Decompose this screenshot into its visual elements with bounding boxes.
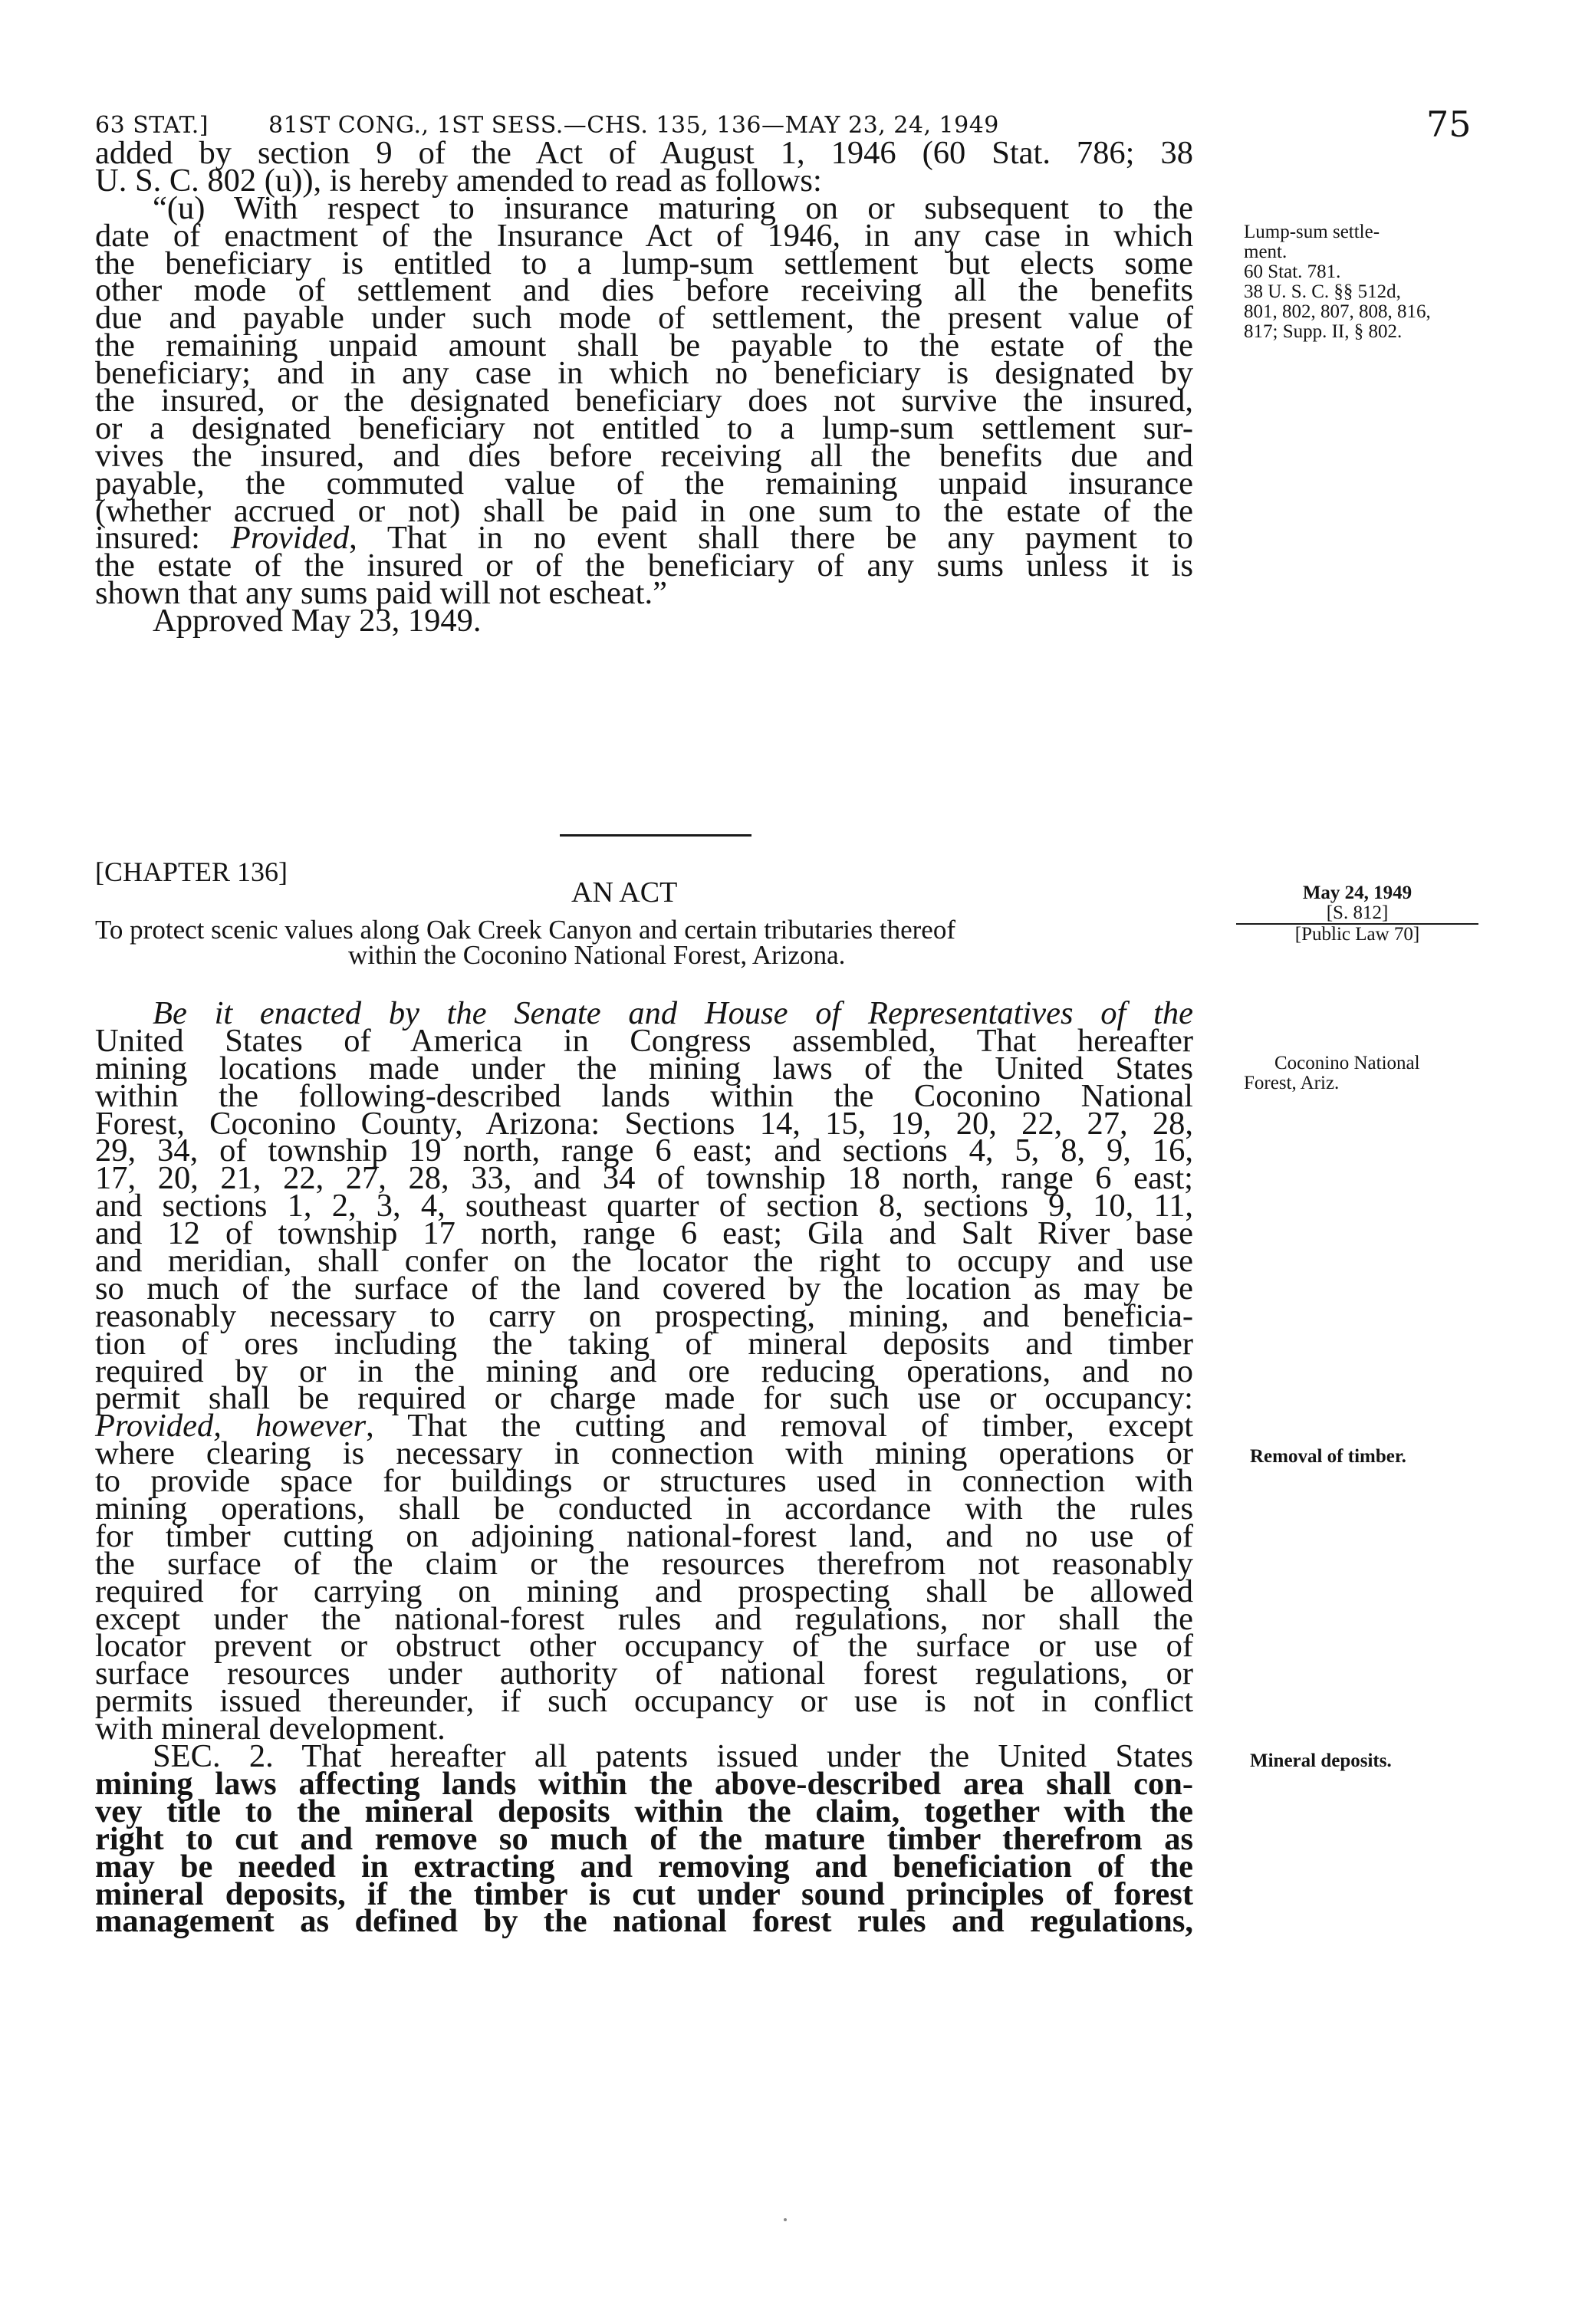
approved-date: Approved May 23, 1949. <box>153 603 482 639</box>
an-act-title: AN ACT <box>571 876 678 909</box>
public-law-number: [Public Law 70] <box>1294 924 1420 945</box>
text-line: mining locations made under the mining laws of the United States <box>95 1050 1193 1086</box>
text-line: mining operations, shall be conducted in accordance with the rules <box>95 1491 1193 1527</box>
page-number: 75 <box>1426 104 1472 145</box>
enactment-date: May 24, 1949 <box>1302 883 1412 903</box>
text-line: vives the insured, and dies before receiving all the benefits due and <box>95 437 1193 474</box>
text-line: 29, 34, of township 19 north, range 6 east; and sections 4, 5, 8, 9, 16, <box>95 1132 1193 1169</box>
text-line: 17, 20, 21, 22, 27, 28, 33, and 34 of township 18 north, range 6 east; <box>95 1160 1193 1197</box>
margin-note: Coconino National <box>1274 1053 1420 1073</box>
text-line: the beneficiary is entitled to a lump-sum settlement but elects some <box>95 245 1193 281</box>
text-line: the remaining unpaid amount shall be payable to the estate of the <box>95 327 1193 364</box>
margin-note: ment. <box>1244 242 1288 262</box>
text-line: vey title to the mineral deposits within the claim, together with the <box>95 1793 1193 1829</box>
margin-notes-135 <box>1244 222 1474 342</box>
text-line: shown that any sums paid will not escheat.” <box>95 575 667 612</box>
session-heading: 81ST CONG., 1ST SESS.—CHS. 135, 136—MAY 23, 24, 1949 <box>268 112 999 139</box>
text-line: for timber cutting on adjoining national-forest land, and no use of <box>95 1517 1193 1554</box>
text-line: permits issued thereunder, if such occupancy or use is not in conflict <box>95 1683 1193 1720</box>
margin-note: 817; Supp. II, § 802. <box>1244 321 1403 342</box>
chapter-heading: [CHAPTER 136] <box>95 856 288 887</box>
text-line: SEC. 2. That hereafter all patents issued under the United States <box>153 1738 1193 1775</box>
purpose-line: To protect scenic values along Oak Creek Canyon and certain tributaries thereof <box>95 915 955 945</box>
text-line: where clearing is necessary in connection with mining operations or <box>95 1435 1193 1472</box>
provided-text: insured: Provided, That in no event shall there be any payment to <box>95 520 1193 557</box>
text-line: or a designated beneficiary not entitled to a lump-sum settlement sur- <box>95 409 1193 446</box>
text-line: management as defined by the national forest rules and regulations, <box>95 1903 1193 1940</box>
text-line: and meridian, shall confer on the locator the right to occupy and use <box>95 1243 1193 1280</box>
text-line: locator prevent or obstruct other occupancy of the surface or use of <box>95 1628 1193 1665</box>
speck-mark <box>784 2218 787 2221</box>
text-line: due and payable under such mode of settlement, the present value of <box>95 300 1193 337</box>
margin-note-coconino <box>1244 1054 1474 1093</box>
text-line: mineral deposits, if the timber is cut under sound principles of forest <box>95 1875 1193 1912</box>
text-line: beneficiary; and in any case in which no beneficiary is designated by <box>95 355 1193 392</box>
text-line: tion of ores including the taking of mineral deposits and timber <box>95 1325 1193 1362</box>
margin-note: Lump-sum settle- <box>1244 222 1380 242</box>
text-line: date of enactment of the Insurance Act of 1946, in any case in which <box>95 217 1193 254</box>
text-line: reasonably necessary to carry on prospecting, mining, and beneficia- <box>95 1297 1193 1334</box>
text-line: required for carrying on mining and prospecting shall be allowed <box>95 1573 1193 1609</box>
text-line: except under the national-forest rules and regulations, nor shall the <box>95 1600 1193 1637</box>
enacting-clause: Be it enacted by the Senate and House of Representatives of the <box>153 995 1193 1031</box>
text-line: (whether accrued or not) shall be paid in one sum to the estate of the <box>95 492 1193 529</box>
senate-bill: [S. 812] <box>1236 903 1478 925</box>
text-line: right to cut and remove so much of the mature timber therefrom as <box>95 1820 1193 1857</box>
statute-citation: 63 STAT.] <box>95 112 209 139</box>
act-purpose <box>95 917 1193 968</box>
text-line: mining laws affecting lands within the above-described area shall con- <box>95 1765 1193 1802</box>
text-line: the estate of the insured or of the beneficiary of any sums unless it is <box>95 547 1193 584</box>
text-line: so much of the surface of the land covered by the location as may be <box>95 1270 1193 1307</box>
margin-note: 60 Stat. 781. <box>1244 261 1341 282</box>
text-line: “(u) With respect to insurance maturing on or subsequent to the <box>153 189 1193 226</box>
purpose-line: within the Coconino National Forest, Arizona. <box>348 940 846 970</box>
text-line: surface resources under authority of national forest regulations, or <box>95 1655 1193 1692</box>
margin-note: 801, 802, 807, 808, 816, <box>1244 301 1431 322</box>
margin-note-removal: Removal of timber. <box>1250 1446 1406 1467</box>
text-line: with mineral development. <box>95 1711 446 1747</box>
chapter-136-text <box>95 995 1193 1940</box>
chapter-divider <box>560 834 751 837</box>
margin-note-mineral: Mineral deposits. <box>1250 1750 1392 1771</box>
text-line: required by or in the mining and ore reducing operations, and no <box>95 1353 1193 1389</box>
text-line: may be needed in extracting and removing and beneficiation of the <box>95 1848 1193 1885</box>
text-line: permit shall be required or charge made for such use or occupancy: <box>95 1380 1193 1417</box>
text-line: the surface of the claim or the resources therefrom not reasonably <box>95 1545 1193 1582</box>
public-law-box <box>1236 883 1478 945</box>
text-line: United States of America in Congress assembled, That hereafter <box>95 1022 1193 1059</box>
margin-note: Forest, Ariz. <box>1244 1073 1340 1093</box>
text-line: Provided, however, That the cutting and removal of timber, except <box>95 1408 1193 1445</box>
text-line: and 12 of township 17 north, range 6 east; Gila and Salt River base <box>95 1215 1193 1252</box>
text-line: within the following-described lands within the Coconino National <box>95 1077 1193 1114</box>
text-line: the insured, or the designated beneficiary does not survive the insured, <box>95 383 1193 419</box>
chapter-135-text <box>95 135 1193 639</box>
text-line: to provide space for buildings or structures used in connection with <box>95 1463 1193 1500</box>
text-line: payable, the commuted value of the remaining unpaid insurance <box>95 465 1193 501</box>
text-line: and sections 1, 2, 3, 4, southeast quarter of section 8, sections 9, 10, 11, <box>95 1188 1193 1224</box>
text-line: other mode of settlement and dies before receiving all the benefits <box>95 272 1193 309</box>
margin-note: 38 U. S. C. §§ 512d, <box>1244 281 1401 302</box>
text-line: added by section 9 of the Act of August 1, 1946 (60 Stat. 786; 38 <box>95 135 1193 171</box>
text-line: U. S. C. 802 (u)), is hereby amended to read as follows: <box>95 162 822 199</box>
text-line: Forest, Coconino County, Arizona: Sections 14, 15, 19, 20, 22, 27, 28, <box>95 1105 1193 1142</box>
